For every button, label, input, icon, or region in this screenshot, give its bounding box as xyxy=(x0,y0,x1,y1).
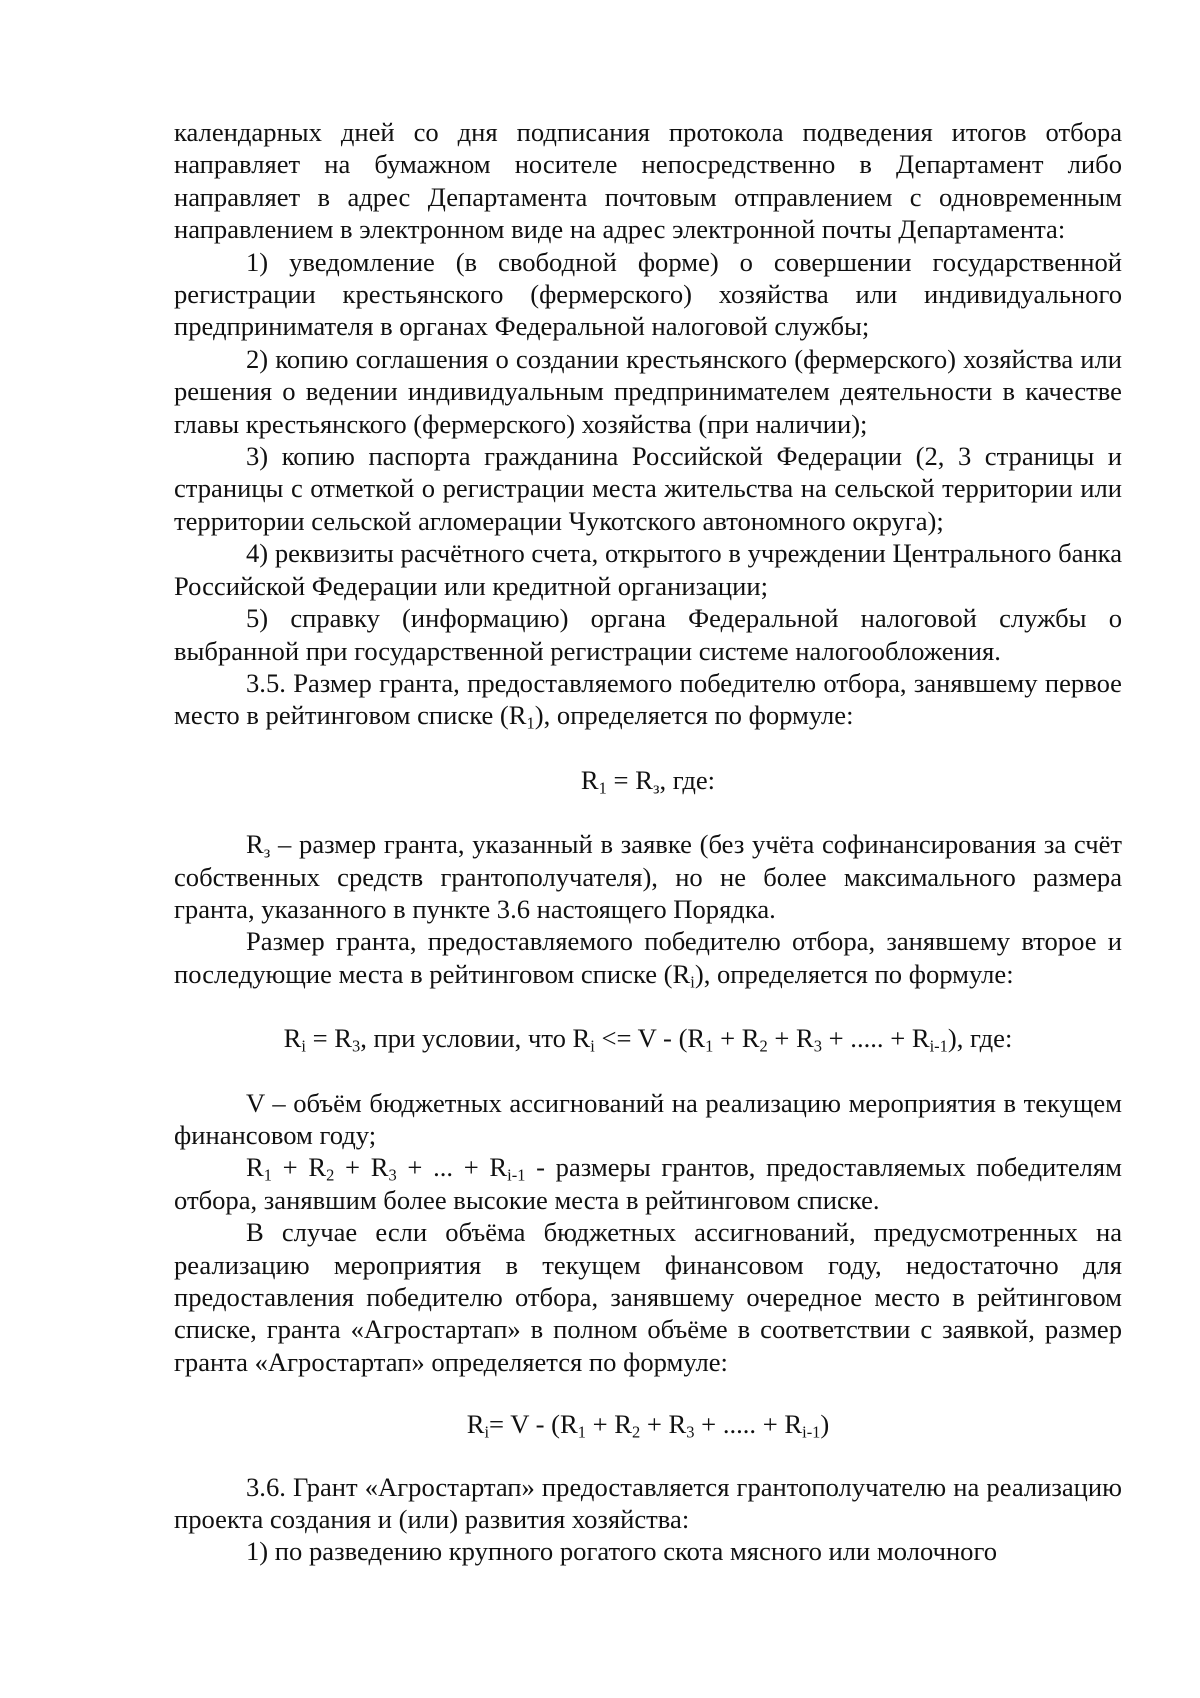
list-item-2: 2) копию соглашения о создании крестьянского (фермерского) хозяйства или решения о ведении индивидуальным предпринимателем деятельности в качестве главы крестьянского (фермерского) хозяйства (при наличии); xyxy=(174,343,1122,439)
formula-ri-condition: $R_i = R_3$, при условии, что $R_i <= V - (R_1 + R_2 + R_3$ + ..... + $R_{i-1}$), где: xyxy=(283,1023,1013,1056)
definition-v: V – объём бюджетных ассигнований на реализацию мероприятия в текущем финансовом году; xyxy=(174,1087,1122,1150)
section-3-6-item-1: 1) по разведению крупного рогатого скота мясного или молочного xyxy=(246,1536,998,1567)
list-item-1: 1) уведомление (в свободной форме) о совершении государственной регистрации крестьянского (фермерского) хозяйства или индивидуального предпринимателя в органах Федеральной налоговой службы; xyxy=(174,246,1122,342)
section-3-6: 3.6. Грант «Агростартап» предоставляется грантополучателю на реализацию проекта создания и (или) развития хозяйства: xyxy=(174,1471,1122,1535)
formula-ri-remainder: $R_i= V - (R_1 + R_2 + R_3$ + ..... + $R_{i-1}$) xyxy=(466,1409,830,1442)
document-body xyxy=(174,116,1122,1568)
list-item-5: 5) справку (информацию) органа Федеральной налоговой службы о выбранной при государственной регистрации системе налогообложения. xyxy=(174,603,1122,666)
formula-r1: $R_1 = R_з$, где: xyxy=(580,764,716,798)
list-item-4: 4) реквизиты расчётного счета, открытого в учреждении Центрального банка Российской Федерации или кредитной организации; xyxy=(174,538,1122,601)
paragraph-insufficient-budget: В случае если объёма бюджетных ассигнований, предусмотренных на реализацию мероприятия в текущем финансовом году, недостаточно для предоставления победителю отбора, занявшему очередное место в рейтинговом списке, гранта «Агростартап» в полном объёме в соответствии с заявкой, размер гранта «Агростартап» определяется по формуле: xyxy=(174,1217,1122,1377)
definition-sum: $R_1 + R_2 + R_3$ + ... + $R_{i-1}$ - размеры грантов, предоставляемых победителям отбора, занявшим более высокие места в рейтинговом списке. xyxy=(174,1152,1122,1215)
section-3-5: 3.5. Размер гранта, предоставляемого победителю отбора, занявшему первое место в рейтинговом списке $(R_1)$, определяется по формуле: xyxy=(174,667,1122,733)
paragraph-intro: календарных дней со дня подписания протокола подведения итогов отбора направляет на бумажном носителе непосредственно в Департамент либо направляет в адрес Департамента почтовым отправлением с одновременным направлением в электронном виде на адрес электронной почты Департамента: xyxy=(174,117,1122,245)
paragraph-second-place: Размер гранта, предоставляемого победителю отбора, занявшему второе и последующие места в рейтинговом списке $(R_i)$, определяется по формуле: xyxy=(174,926,1122,992)
definition-rz: $R_з$ – размер гранта, указанный в заявке (без учёта софинансирования за счёт собственных средств грантополучателя), но не более максимального размера гранта, указанного в пункте 3.6 настоящего Порядка. xyxy=(174,829,1122,924)
list-item-3: 3) копию паспорта гражданина Российской Федерации (2, 3 страницы и страницы с отметкой о регистрации места жительства на сельской территории или территории сельской агломерации Чукотского автономного округа); xyxy=(174,441,1122,536)
